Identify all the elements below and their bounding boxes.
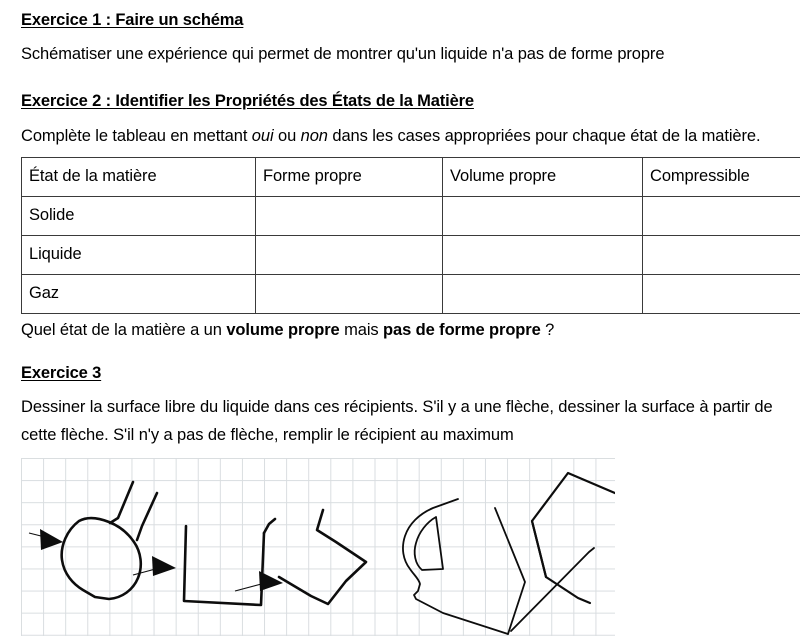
tilted-vessel-left-path [495, 508, 525, 634]
table-cell-answer[interactable] [256, 274, 443, 313]
beaker-body-path [184, 526, 264, 605]
spacer [21, 344, 780, 362]
question-text-3: ? [541, 321, 555, 339]
table-cell-answer[interactable] [443, 235, 643, 274]
table-header-cell-volume: Volume propre [443, 157, 643, 196]
table-cell-answer[interactable] [443, 274, 643, 313]
instruction-text-1: Complète le tableau en mettant [21, 127, 252, 145]
table-header-row [22, 157, 800, 196]
table-header-cell-forme: Forme propre [256, 157, 443, 196]
tilted-vessel-right-path [532, 521, 590, 603]
table-cell-answer[interactable] [256, 196, 443, 235]
matter-properties-table [21, 157, 800, 314]
arrow-head-icon [152, 556, 176, 576]
table-row [22, 274, 800, 313]
table-cell-state-liquide: Liquide [22, 235, 256, 274]
pitcher-handle-path [415, 517, 443, 570]
angular-container [279, 510, 366, 604]
question-bold-volume: volume propre [226, 321, 339, 339]
exercise-1-instruction: Schématiser une expérience qui permet de montrer qu'un liquide n'a pas de forme propre [21, 40, 780, 68]
recipients-drawing-area [21, 458, 615, 636]
table-header-cell-compressible: Compressible [643, 157, 800, 196]
table-header-cell-etat: État de la matière [22, 157, 256, 196]
table-cell-answer[interactable] [643, 196, 800, 235]
table-row [22, 235, 800, 274]
table-cell-state-solide: Solide [22, 196, 256, 235]
flask-neck-left-path [110, 482, 133, 523]
table-cell-state-gaz: Gaz [22, 274, 256, 313]
table-row [22, 196, 800, 235]
exercise-2-heading: Exercice 2 : Identifier les Propriétés des États de la Matière [21, 90, 474, 112]
exercise-1-heading: Exercice 1 : Faire un schéma [21, 9, 243, 31]
exercise-2-heading-row [21, 90, 780, 112]
instruction-text-2: ou [274, 127, 301, 145]
pitcher-with-handle [403, 499, 508, 634]
exercise-2-instruction [21, 122, 780, 150]
flask-neck-right-path [137, 493, 157, 540]
exercise-3-heading-row [21, 362, 780, 384]
arrow-head-icon [259, 571, 283, 591]
vessels-drawing [21, 458, 615, 636]
round-bottom-flask [62, 482, 157, 599]
question-text-2: mais [340, 321, 383, 339]
question-bold-forme: pas de forme propre [383, 321, 541, 339]
angular-container-path [279, 510, 366, 604]
table-cell-answer[interactable] [256, 235, 443, 274]
instruction-text-3: dans les cases appropriées pour chaque état de la matière. [328, 127, 761, 145]
beaker-spout-path [264, 519, 275, 533]
exercise-1-heading-row [21, 9, 780, 31]
arrow-marker-flask [29, 529, 63, 550]
arrow-head-icon [40, 529, 63, 550]
spacer [21, 31, 780, 40]
flask-body-path [62, 518, 141, 599]
spacer [21, 113, 780, 122]
table-cell-answer[interactable] [643, 274, 800, 313]
table-cell-answer[interactable] [643, 235, 800, 274]
table-cell-answer[interactable] [443, 196, 643, 235]
spacer [21, 68, 780, 90]
beaker-with-spout [184, 519, 275, 605]
tilted-square-vessel [495, 473, 615, 634]
exercise-2-question [21, 316, 780, 344]
instruction-italic-non: non [301, 127, 328, 145]
exercise-3-instruction: Dessiner la surface libre du liquide dans ces récipients. S'il y a une flèche, dessiner la surface à partir de cette flèche. S'il n'y a pas de flèche, remplir le récipient au maximum [21, 393, 780, 449]
instruction-italic-oui: oui [252, 127, 274, 145]
spacer [21, 384, 780, 393]
tilted-vessel-top-path [532, 473, 615, 577]
exercise-3-heading: Exercice 3 [21, 362, 101, 384]
arrow-marker-angular [235, 571, 283, 591]
question-text-1: Quel état de la matière a un [21, 321, 226, 339]
